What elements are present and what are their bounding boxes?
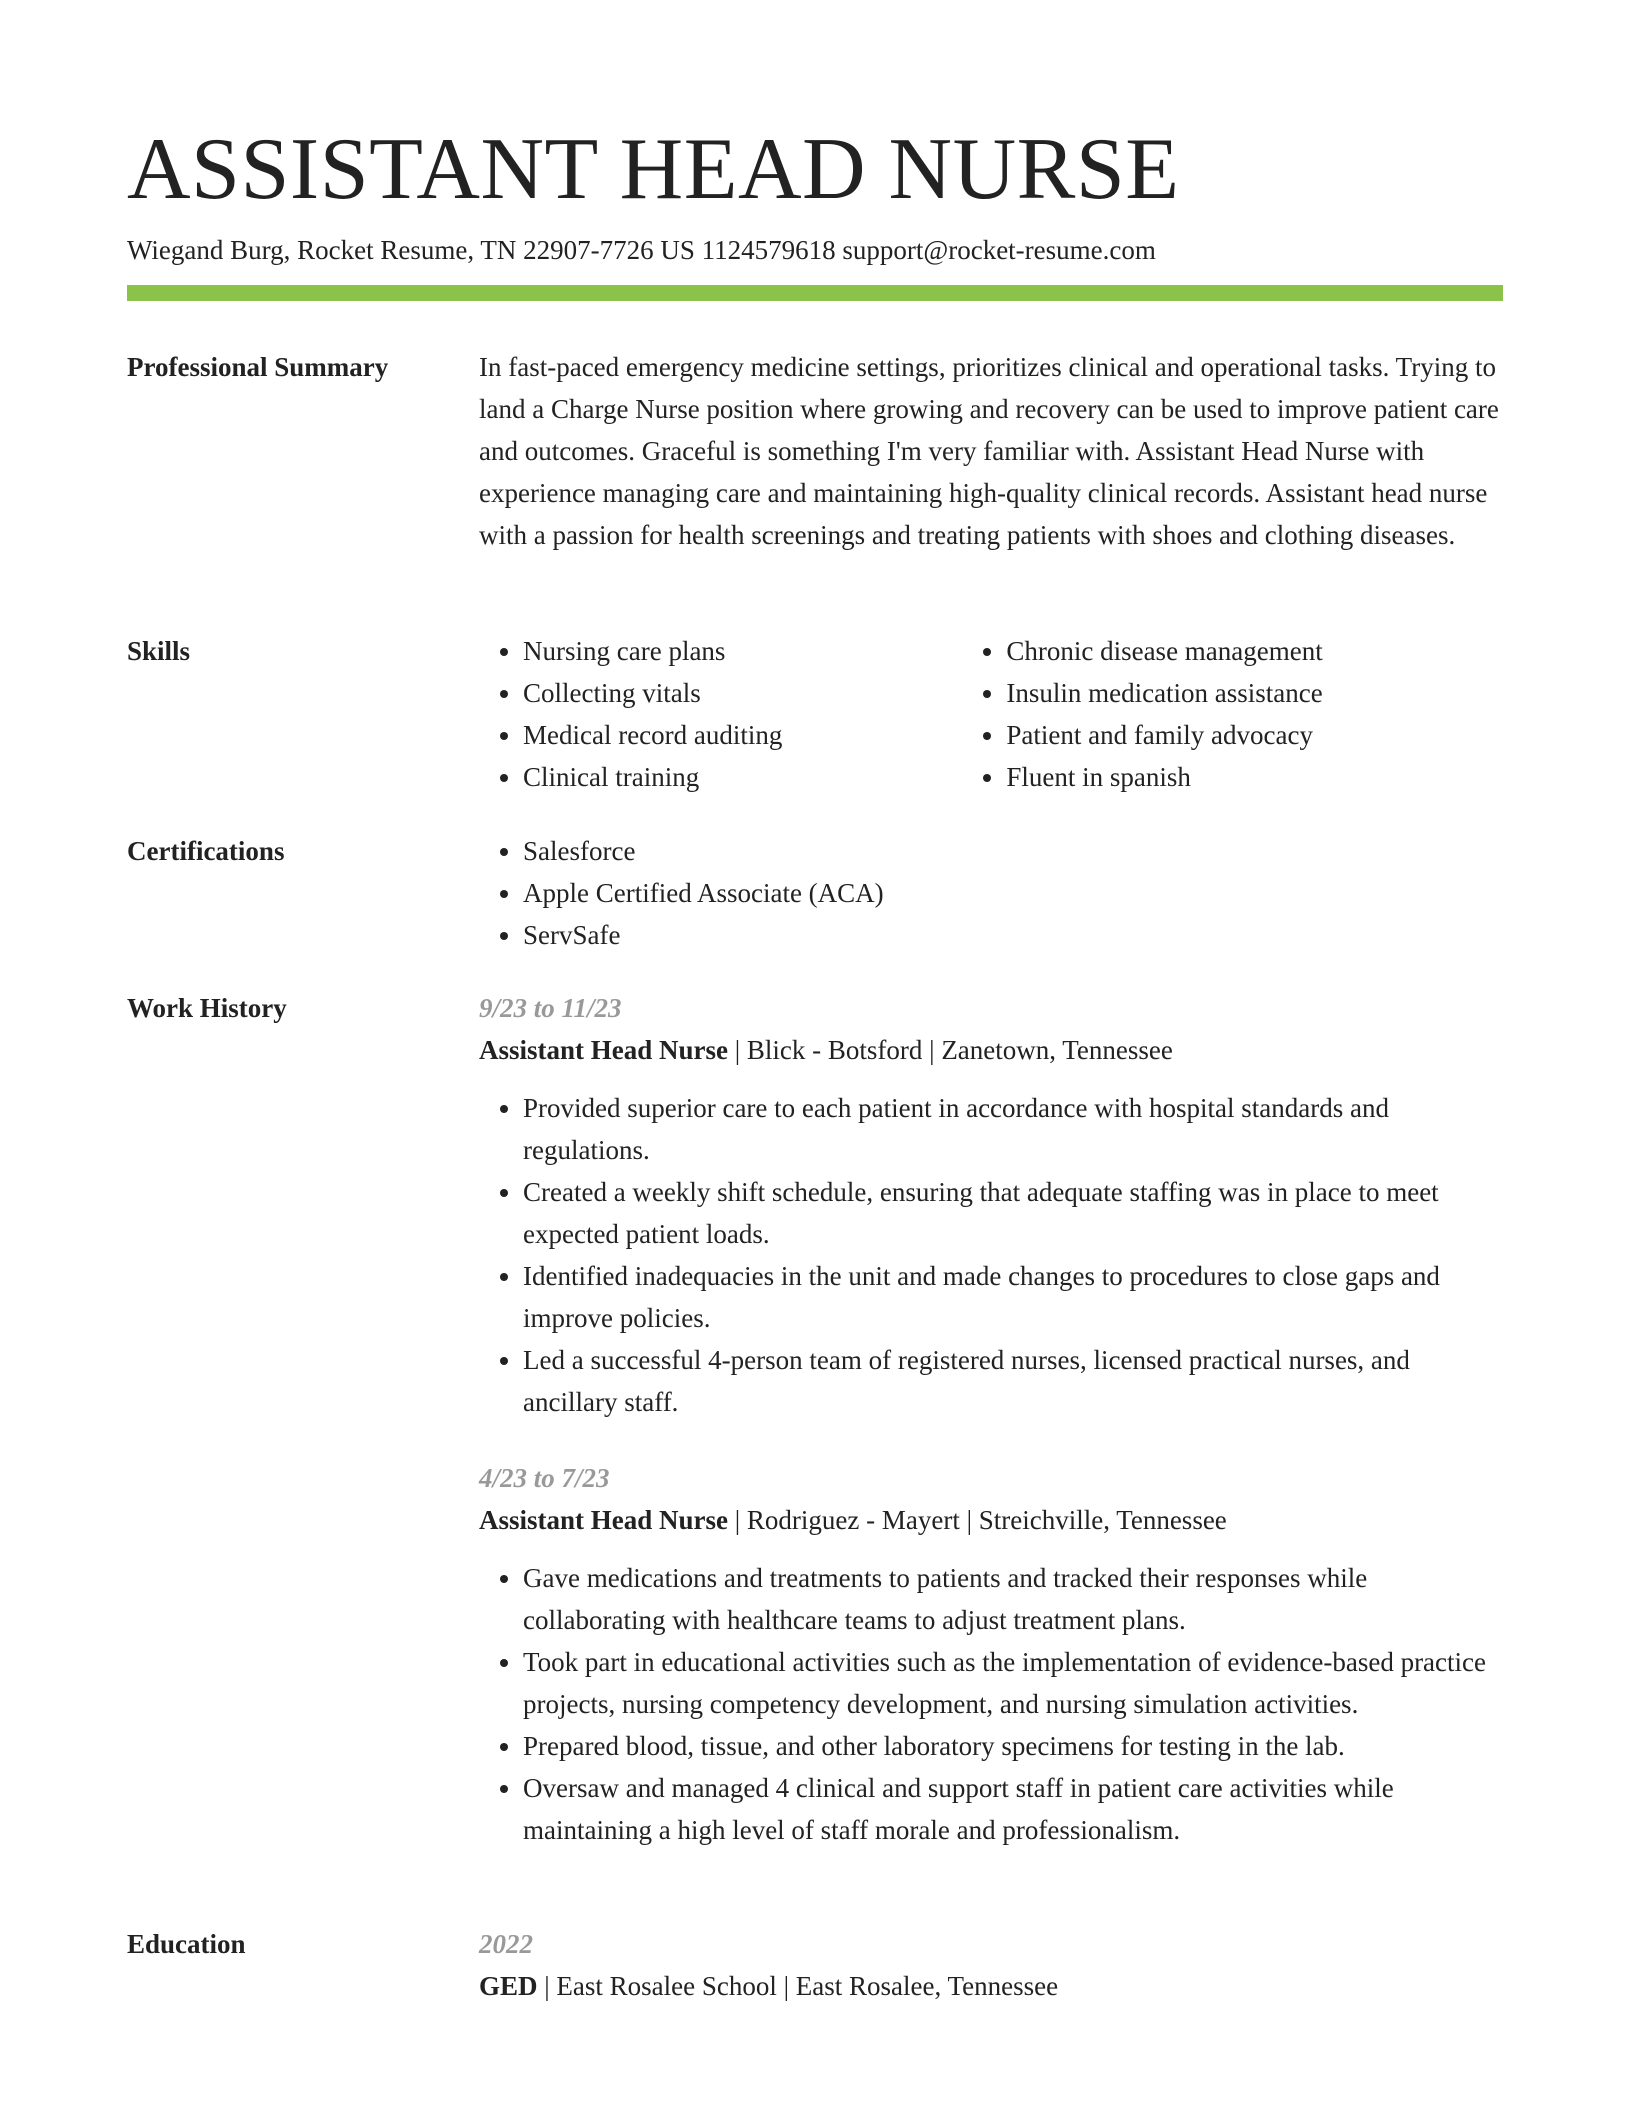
skill-item: • Insulin medication assistance <box>1006 672 1503 714</box>
job-title: Assistant Head Nurse <box>479 1505 729 1535</box>
contact-line: Wiegand Burg, Rocket Resume, TN 22907-7726 US 1124579618 support@rocket-resume.com <box>127 235 1156 265</box>
job-title: Assistant Head Nurse <box>479 1035 729 1065</box>
job-bullets <box>479 1087 1503 1423</box>
work-history-content <box>479 987 1503 1851</box>
job-date: 9/23 to 11/23 <box>479 993 622 1023</box>
certification-item: • Salesforce <box>523 830 1503 872</box>
resume-title: ASSISTANT HEAD NURSE <box>127 121 1180 218</box>
certification-item: • Apple Certified Associate (ACA) <box>523 872 1503 914</box>
job-details: | Rodriguez - Mayert | Streichville, Tennessee <box>728 1505 1227 1535</box>
summary-label: Professional Summary <box>127 352 389 382</box>
education-details: | East Rosalee School | East Rosalee, Tennessee <box>537 1971 1059 2001</box>
skills-label: Skills <box>127 636 191 666</box>
job-bullet: • Created a weekly shift schedule, ensuring that adequate staffing was in place to meet expected patient loads. <box>523 1171 1503 1255</box>
skill-item: • Patient and family advocacy <box>1006 714 1503 756</box>
job-role-line <box>479 1029 1503 1071</box>
job-bullet: • Identified inadequacies in the unit and made changes to procedures to close gaps and improve policies. <box>523 1255 1503 1339</box>
summary-content <box>479 346 1503 556</box>
job-bullet: • Oversaw and managed 4 clinical and support staff in patient care activities while maintaining a high level of staff morale and professionalism. <box>523 1767 1503 1851</box>
skill-item: • Collecting vitals <box>523 672 962 714</box>
job-bullet: • Provided superior care to each patient in accordance with hospital standards and regulations. <box>523 1087 1503 1171</box>
work-history-label: Work History <box>127 993 287 1023</box>
education-content <box>479 1923 1503 2007</box>
summary-text: In fast-paced emergency medicine settings, prioritizes clinical and operational tasks. Trying to land a Charge Nurse position where growing and recovery can be used to improve patient care and outcomes. Graceful is something I'm very familiar with. Assistant Head Nurse with experience managing care and maintaining high-quality clinical records. Assistant head nurse with a passion for health screenings and treating patients with shoes and clothing diseases. <box>479 352 1499 550</box>
job-bullets <box>479 1557 1503 1851</box>
skill-item: • Chronic disease management <box>1006 630 1503 672</box>
education-label: Education <box>127 1929 246 1959</box>
education-degree: GED <box>479 1971 538 2001</box>
skill-item: • Medical record auditing <box>523 714 962 756</box>
certifications-label: Certifications <box>127 836 285 866</box>
skills-list-left <box>479 630 962 798</box>
certifications-list <box>479 830 1503 956</box>
job-date: 4/23 to 7/23 <box>479 1463 610 1493</box>
job-bullet: • Took part in educational activities such as the implementation of evidence-based practice projects, nursing competency development, and nursing simulation activities. <box>523 1641 1503 1725</box>
skill-item: • Fluent in spanish <box>1006 756 1503 798</box>
skill-item: • Clinical training <box>523 756 962 798</box>
job-bullet: • Gave medications and treatments to patients and tracked their responses while collaborating with healthcare teams to adjust treatment plans. <box>523 1557 1503 1641</box>
skills-content <box>479 630 1503 798</box>
certifications-content <box>479 830 1503 956</box>
education-line <box>479 1965 1503 2007</box>
header-divider <box>127 285 1503 301</box>
job-bullet: • Led a successful 4-person team of registered nurses, licensed practical nurses, and ancillary staff. <box>523 1339 1503 1423</box>
job-entry <box>479 1457 1503 1851</box>
job-role-line <box>479 1499 1503 1541</box>
job-details: | Blick - Botsford | Zanetown, Tennessee <box>728 1035 1173 1065</box>
skills-list-right <box>962 630 1503 798</box>
job-bullet: • Prepared blood, tissue, and other laboratory specimens for testing in the lab. <box>523 1725 1503 1767</box>
job-entry <box>479 987 1503 1423</box>
education-date: 2022 <box>479 1929 533 1959</box>
skill-item: • Nursing care plans <box>523 630 962 672</box>
certification-item: • ServSafe <box>523 914 1503 956</box>
